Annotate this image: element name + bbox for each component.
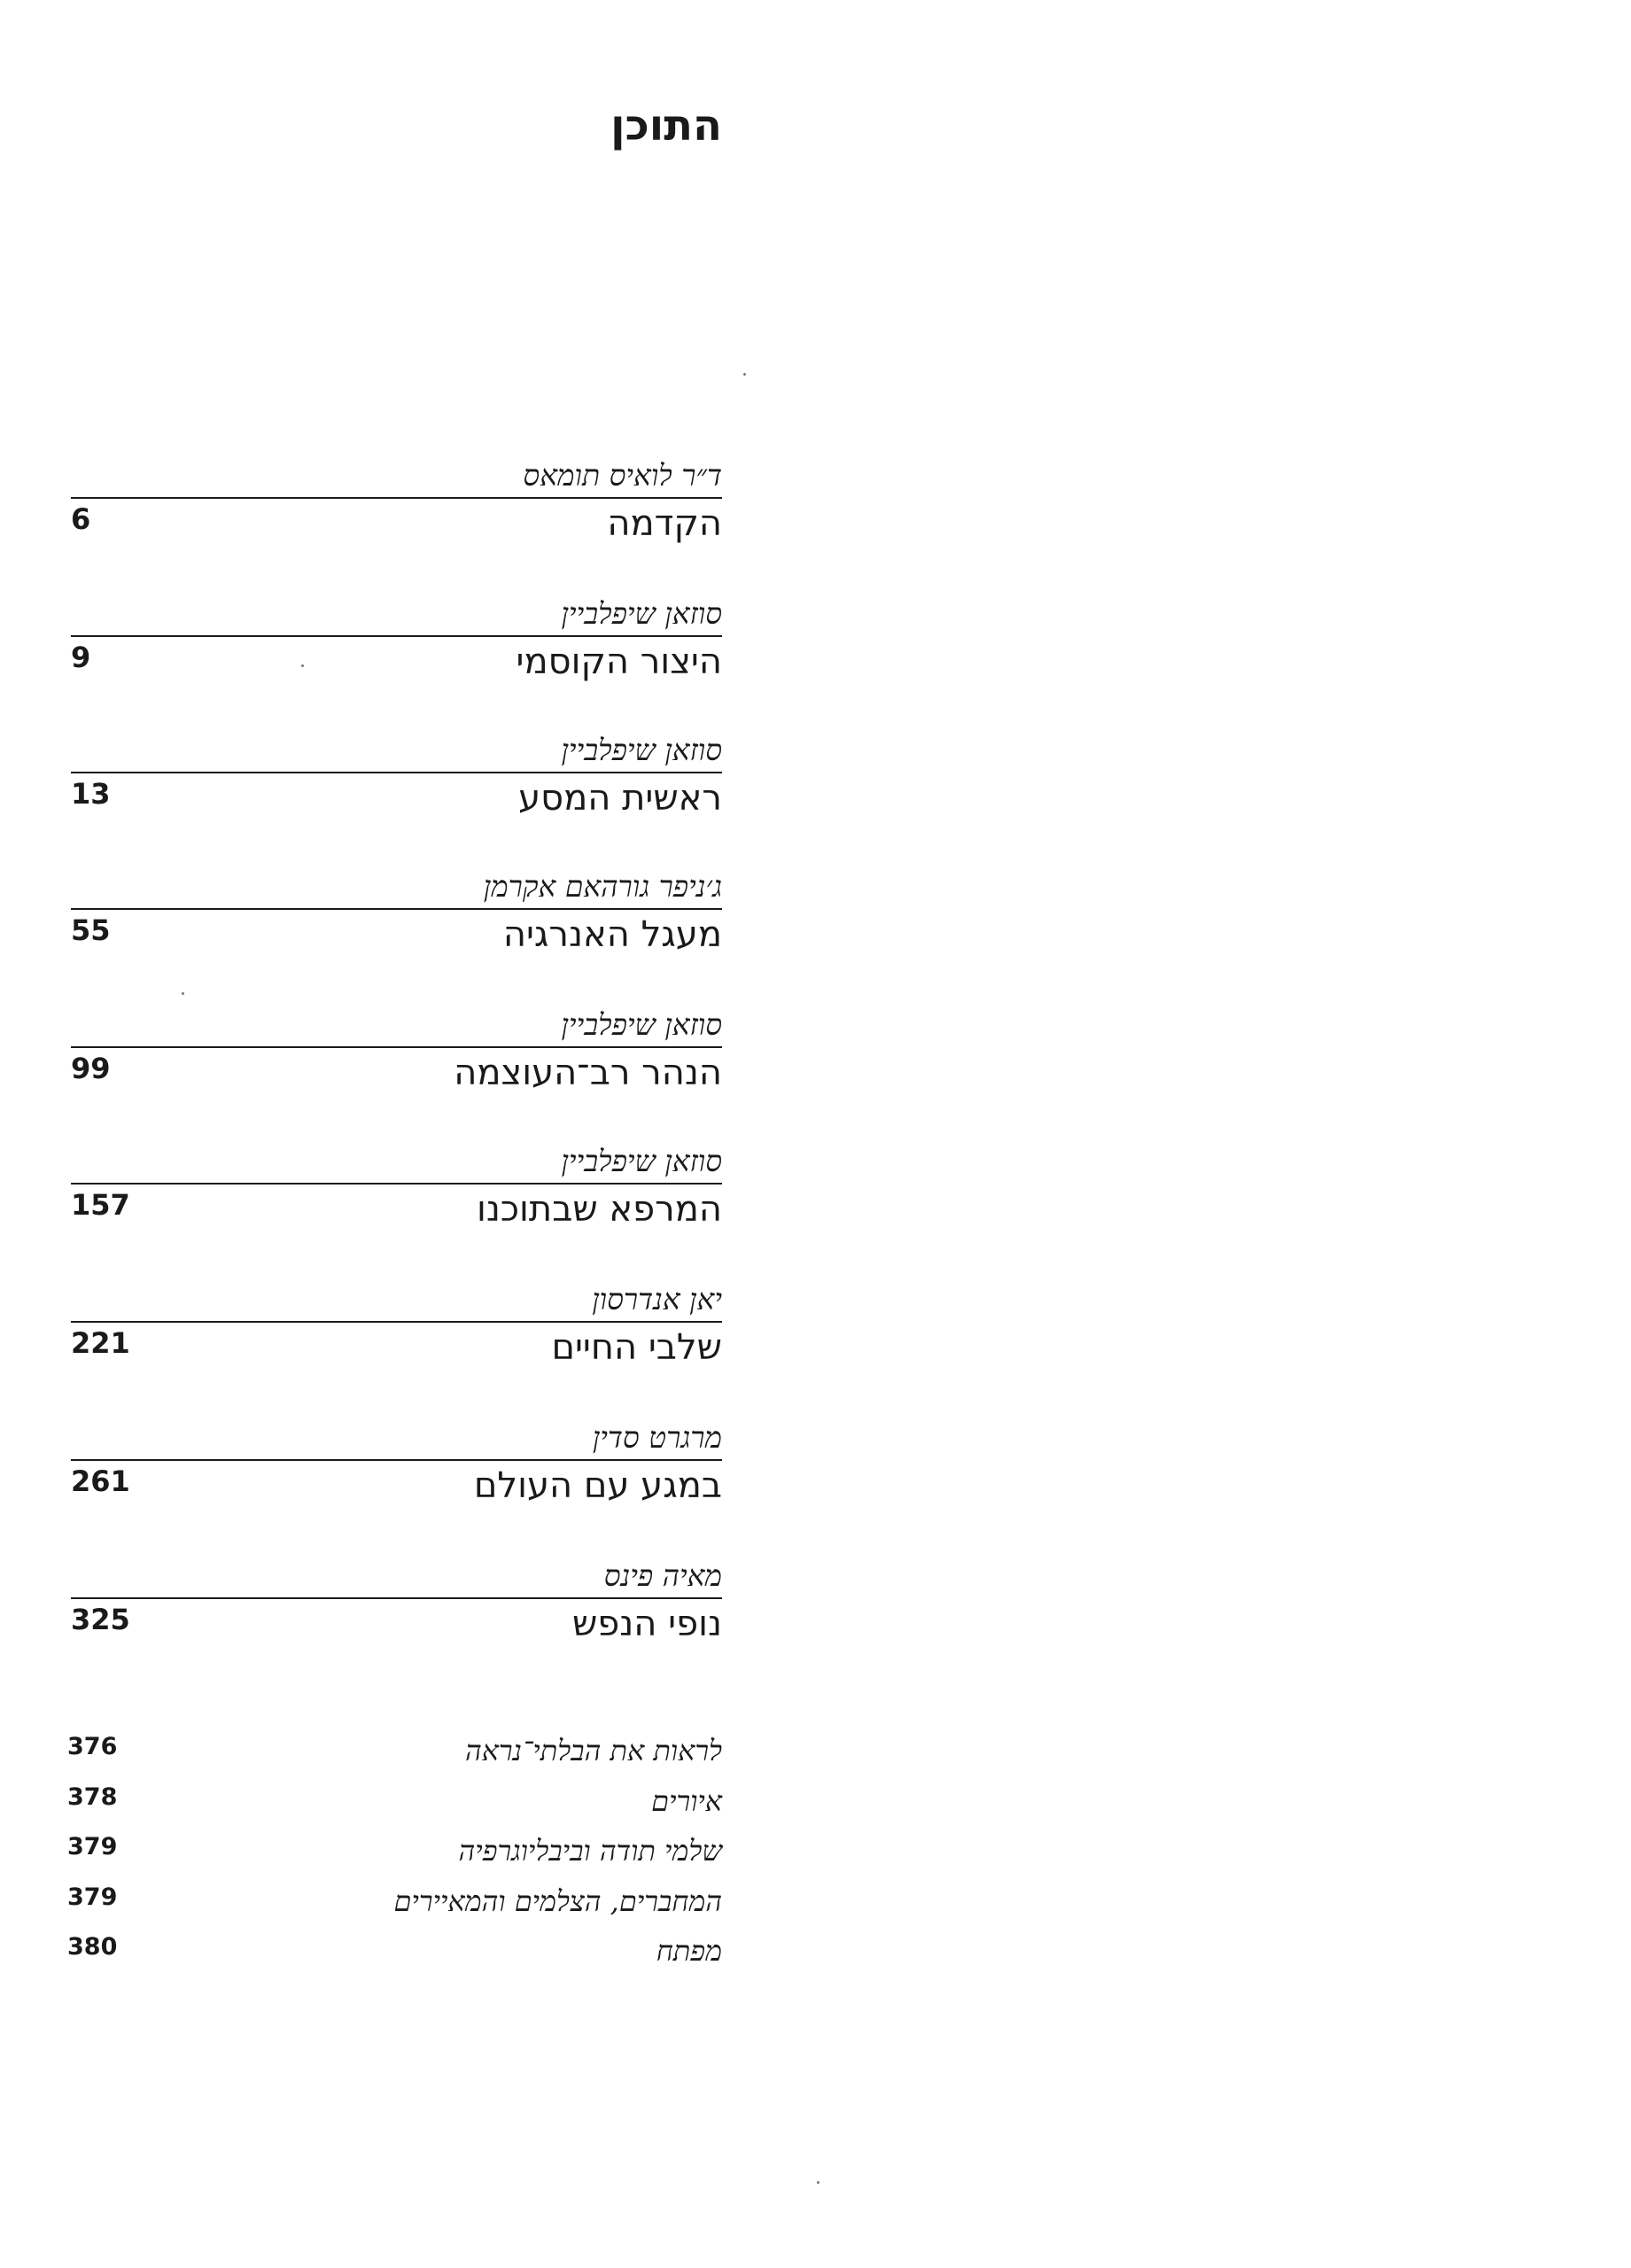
page-title: התוכן (610, 101, 722, 151)
back-matter-entry (67, 1735, 722, 1774)
toc-author: סוזאן שיפלביין (561, 1144, 722, 1178)
back-matter-entry (67, 1785, 722, 1824)
toc-divider (71, 1597, 722, 1599)
back-matter-page-number: 379 (67, 1884, 118, 1911)
toc-divider (71, 1459, 722, 1461)
toc-entry (71, 1558, 722, 1667)
toc-entry (71, 1007, 722, 1116)
toc-page-number: 6 (71, 502, 91, 536)
toc-author: ד״ר לואיס תומאס (523, 458, 722, 493)
toc-author: סוזאן שיפלביין (561, 596, 722, 631)
toc-divider (71, 497, 722, 499)
toc-title: הנהר רב־העוצמה (454, 1052, 722, 1093)
toc-divider (71, 908, 722, 910)
toc-entry (71, 1282, 722, 1391)
back-matter-page-number: 380 (67, 1933, 118, 1961)
scan-speck (182, 992, 184, 995)
back-matter-entry (67, 1835, 722, 1874)
toc-title: המרפא שבתוכנו (476, 1189, 722, 1230)
scan-speck (743, 373, 746, 376)
toc-page-number: 157 (71, 1188, 130, 1222)
toc-title: היצור הקוסמי (516, 641, 722, 682)
back-matter-title: מפתח (656, 1934, 722, 1968)
toc-title: נופי הנפש (571, 1604, 722, 1644)
toc-title: ראשית המסע (518, 778, 722, 819)
toc-page-number: 99 (71, 1052, 111, 1085)
back-matter-title: איורים (651, 1784, 722, 1818)
toc-divider (71, 1321, 722, 1323)
back-matter-title: שלמי תודה וביבליוגרפיה (458, 1834, 722, 1868)
back-matter-entry (67, 1885, 722, 1924)
toc-author: סוזאן שיפלביין (561, 1007, 722, 1042)
toc-page-number: 9 (71, 641, 91, 674)
toc-page-number: 221 (71, 1326, 130, 1360)
toc-title: מעגל האנרגיה (502, 914, 722, 955)
toc-divider (71, 1183, 722, 1184)
toc-divider (71, 1046, 722, 1048)
scan-speck (301, 664, 304, 667)
toc-title: הקדמה (607, 503, 722, 544)
toc-title: שלבי החיים (551, 1327, 722, 1368)
toc-entry (71, 735, 722, 842)
toc-author: ג׳ניפר גורהאם אקרמן (483, 869, 722, 904)
back-matter-title: לראות את הבלתי־נראה (464, 1734, 722, 1767)
toc-page-number: 261 (71, 1464, 130, 1498)
back-matter-page-number: 376 (67, 1733, 118, 1760)
back-matter-title: המחברים, הצלמים והמאיירים (393, 1884, 722, 1918)
toc-author: מאיה פינס (603, 1558, 722, 1593)
toc-entry (71, 869, 722, 978)
back-matter-entry (67, 1935, 722, 1974)
toc-page-number: 13 (71, 777, 111, 811)
toc-author: סוזאן שיפלביין (561, 733, 722, 767)
toc-entry (71, 1420, 722, 1529)
toc-entry (71, 458, 722, 567)
toc-entry (71, 596, 722, 705)
toc-page-number: 325 (71, 1603, 130, 1636)
back-matter-page-number: 379 (67, 1833, 118, 1860)
back-matter-page-number: 378 (67, 1783, 118, 1811)
toc-title: במגע עם העולם (473, 1465, 722, 1506)
toc-divider (71, 772, 722, 773)
toc-entry (71, 1146, 722, 1253)
toc-divider (71, 635, 722, 637)
toc-author: יאן אנדרסון (592, 1282, 722, 1317)
toc-author: מרגרט סדין (592, 1420, 722, 1455)
toc-page-number: 55 (71, 913, 111, 947)
scan-speck (817, 2181, 819, 2184)
